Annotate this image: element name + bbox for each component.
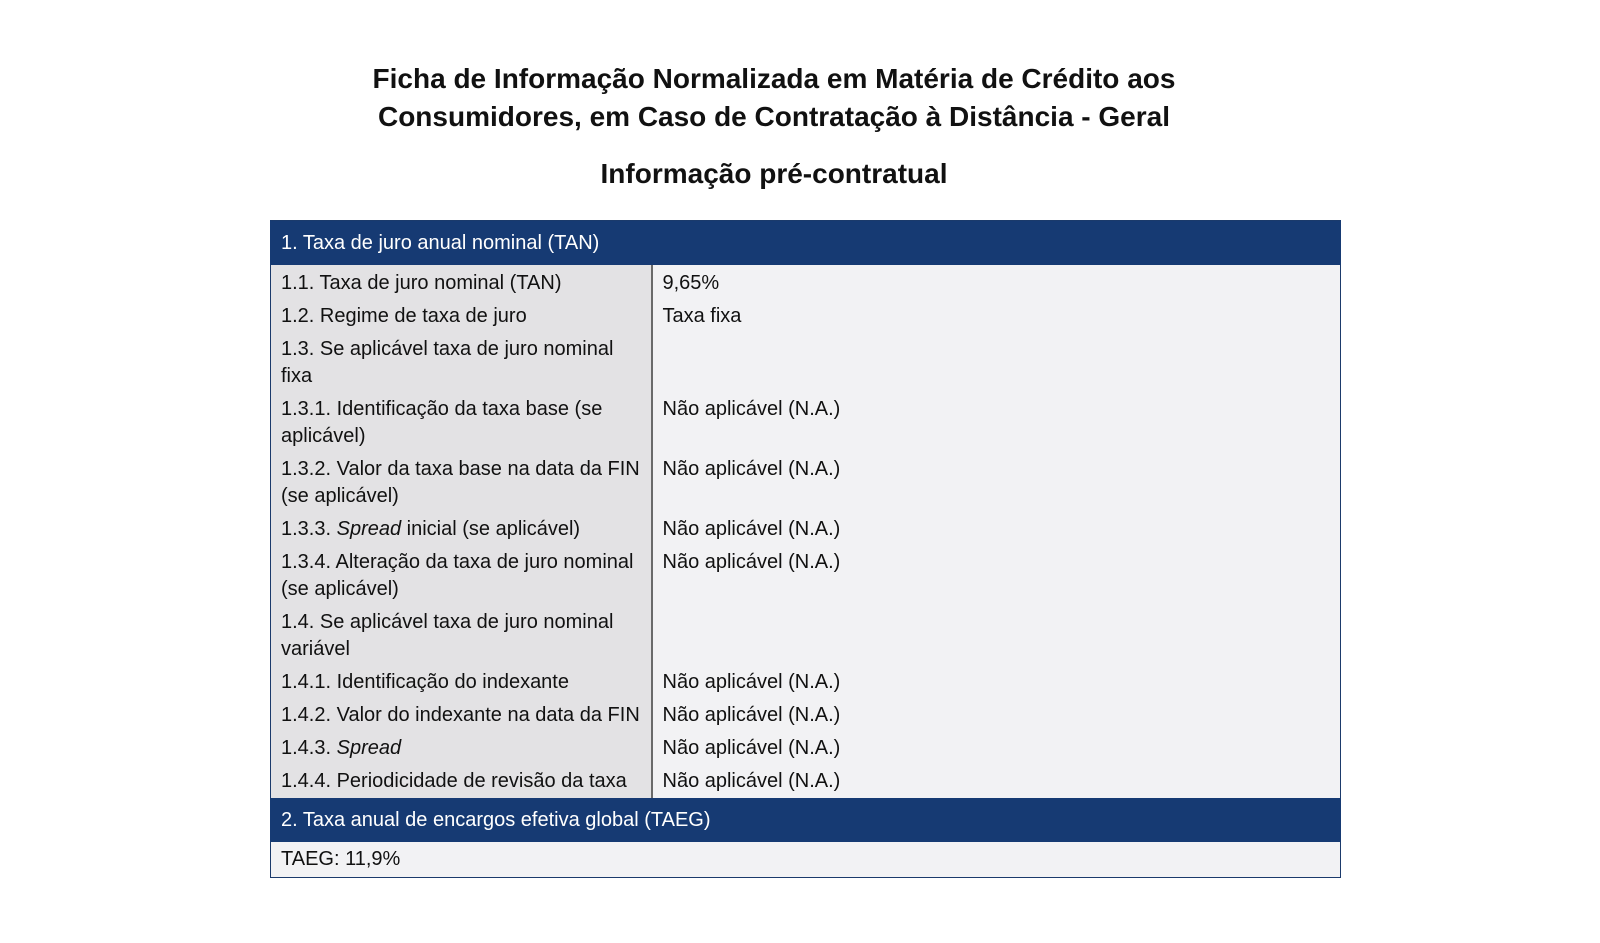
row-label-1-3-3-prefix: 1.3.3.	[281, 518, 337, 540]
row-label-1-1: 1.1. Taxa de juro nominal (TAN)	[271, 265, 652, 300]
table-row	[271, 699, 1341, 732]
row-label-1-3-3	[271, 513, 652, 546]
table-row	[271, 453, 1341, 513]
row-label-1-3-3-italic: Spread	[336, 518, 402, 540]
table-row	[271, 333, 1341, 393]
table-row	[271, 765, 1341, 798]
document-subtitle: Informação pré-contratual	[600, 158, 948, 189]
row-value-1-1: 9,65%	[652, 265, 1341, 300]
section-2-header-row	[271, 798, 1341, 842]
row-label-1-4: 1.4. Se aplicável taxa de juro nominal variável	[271, 606, 652, 666]
row-label-1-3-1: 1.3.1. Identificação da taxa base (se aplicável)	[271, 393, 652, 453]
row-label-1-4-2: 1.4.2. Valor do indexante na data da FIN	[271, 699, 652, 732]
row-value-1-4	[652, 606, 1341, 666]
credit-info-table	[270, 220, 1341, 878]
table-row	[271, 546, 1341, 606]
title-line-2: Consumidores, em Caso de Contratação à Distância - Geral	[377, 101, 1170, 132]
row-value-1-4-4: Não aplicável (N.A.)	[652, 765, 1341, 798]
row-value-1-4-3: Não aplicável (N.A.)	[652, 732, 1341, 765]
section-1-header-row	[271, 221, 1341, 266]
table-row	[271, 606, 1341, 666]
row-value-1-3	[652, 333, 1341, 393]
row-label-1-4-4: 1.4.4. Periodicidade de revisão da taxa	[271, 765, 652, 798]
row-value-1-3-1: Não aplicável (N.A.)	[652, 393, 1341, 453]
row-label-1-3-3-suffix: inicial (se aplicável)	[401, 518, 581, 540]
row-label-1-3-4: 1.3.4. Alteração da taxa de juro nominal (se aplicável)	[271, 546, 652, 606]
row-label-1-2: 1.2. Regime de taxa de juro	[271, 300, 652, 333]
row-value-1-3-2: Não aplicável (N.A.)	[652, 453, 1341, 513]
table-row	[271, 300, 1341, 333]
section-1-header: 1. Taxa de juro anual nominal (TAN)	[271, 221, 1341, 266]
row-label-1-4-3	[271, 732, 652, 765]
section-2-header: 2. Taxa anual de encargos efetiva global (TAEG)	[271, 798, 1341, 842]
row-value-1-3-4: Não aplicável (N.A.)	[652, 546, 1341, 606]
row-label-1-3-2: 1.3.2. Valor da taxa base na data da FIN (se aplicável)	[271, 453, 652, 513]
table-row	[271, 265, 1341, 300]
table-row	[271, 513, 1341, 546]
row-label-1-4-3-italic: Spread	[336, 737, 402, 759]
table-row	[271, 393, 1341, 453]
row-label-1-4-1: 1.4.1. Identificação do indexante	[271, 666, 652, 699]
taeg-value: TAEG: 11,9%	[271, 842, 1341, 878]
document-title	[0, 60, 1548, 136]
row-label-1-4-3-prefix: 1.4.3.	[281, 737, 337, 759]
row-label-1-3: 1.3. Se aplicável taxa de juro nominal fixa	[271, 333, 652, 393]
row-value-1-4-1: Não aplicável (N.A.)	[652, 666, 1341, 699]
title-line-1: Ficha de Informação Normalizada em Matéria de Crédito aos	[372, 63, 1176, 94]
row-value-1-4-2: Não aplicável (N.A.)	[652, 699, 1341, 732]
table-row	[271, 732, 1341, 765]
row-value-1-3-3: Não aplicável (N.A.)	[652, 513, 1341, 546]
taeg-row	[271, 842, 1341, 878]
row-value-1-2: Taxa fixa	[652, 300, 1341, 333]
table-row	[271, 666, 1341, 699]
